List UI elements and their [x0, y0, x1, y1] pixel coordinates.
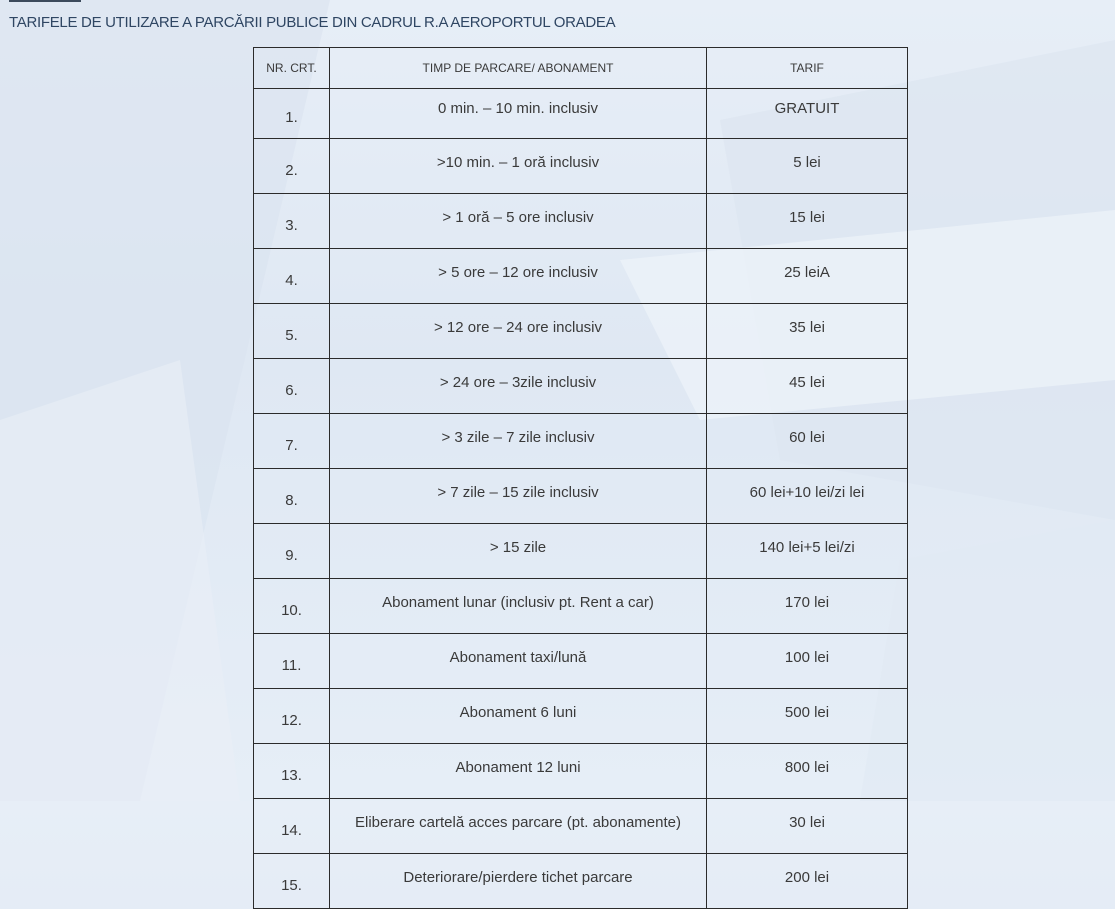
- cell-time: > 7 zile – 15 zile inclusiv: [330, 469, 707, 524]
- header-tarif: TARIF: [707, 48, 908, 89]
- cell-tarif: 25 leiA: [707, 249, 908, 304]
- table-row: [254, 304, 908, 359]
- cell-nr: 4.: [254, 249, 330, 304]
- table-row: [254, 634, 908, 689]
- cell-nr: 14.: [254, 799, 330, 854]
- table-row: [254, 359, 908, 414]
- cell-nr: 12.: [254, 689, 330, 744]
- table-row: [254, 139, 908, 194]
- page-title: TARIFELE DE UTILIZARE A PARCĂRII PUBLICE DIN CADRUL R.A AEROPORTUL ORADEA: [9, 14, 616, 31]
- table-row: [254, 194, 908, 249]
- table-row: [254, 524, 908, 579]
- cell-time: Deteriorare/pierdere tichet parcare: [330, 854, 707, 909]
- cell-nr: 6.: [254, 359, 330, 414]
- tariff-table: [253, 47, 908, 909]
- cell-time: Eliberare cartelă acces parcare (pt. abonamente): [330, 799, 707, 854]
- cell-time: > 1 oră – 5 ore inclusiv: [330, 194, 707, 249]
- cell-tarif: 170 lei: [707, 579, 908, 634]
- cell-time: > 24 ore – 3zile inclusiv: [330, 359, 707, 414]
- cell-time: Abonament 6 luni: [330, 689, 707, 744]
- cell-tarif: 140 lei+5 lei/zi: [707, 524, 908, 579]
- table-row: [254, 89, 908, 139]
- cell-tarif: 5 lei: [707, 139, 908, 194]
- table-row: [254, 469, 908, 524]
- cell-nr: 8.: [254, 469, 330, 524]
- cell-tarif: 45 lei: [707, 359, 908, 414]
- table-row: [254, 744, 908, 799]
- cell-nr: 10.: [254, 579, 330, 634]
- table-row: [254, 414, 908, 469]
- cell-tarif: 60 lei+10 lei/zi lei: [707, 469, 908, 524]
- cell-nr: 5.: [254, 304, 330, 359]
- table-row: [254, 689, 908, 744]
- cell-time: Abonament lunar (inclusiv pt. Rent a car): [330, 579, 707, 634]
- cell-nr: 15.: [254, 854, 330, 909]
- cell-nr: 13.: [254, 744, 330, 799]
- header-time: TIMP DE PARCARE/ ABONAMENT: [330, 48, 707, 89]
- table-header-row: [254, 48, 908, 89]
- cell-nr: 9.: [254, 524, 330, 579]
- cell-time: >10 min. – 1 oră inclusiv: [330, 139, 707, 194]
- cell-tarif: 500 lei: [707, 689, 908, 744]
- cell-time: 0 min. – 10 min. inclusiv: [330, 89, 707, 139]
- cell-time: > 3 zile – 7 zile inclusiv: [330, 414, 707, 469]
- cell-nr: 3.: [254, 194, 330, 249]
- cell-time: Abonament taxi/lună: [330, 634, 707, 689]
- cell-nr: 1.: [254, 89, 330, 139]
- table-row: [254, 854, 908, 909]
- cell-time: > 15 zile: [330, 524, 707, 579]
- cell-time: > 12 ore – 24 ore inclusiv: [330, 304, 707, 359]
- table-row: [254, 579, 908, 634]
- table-body: [254, 89, 908, 909]
- cell-nr: 2.: [254, 139, 330, 194]
- cell-tarif: 60 lei: [707, 414, 908, 469]
- table-row: [254, 249, 908, 304]
- header-nr: NR. CRT.: [254, 48, 330, 89]
- top-rule: [9, 0, 81, 2]
- cell-tarif: 100 lei: [707, 634, 908, 689]
- cell-nr: 7.: [254, 414, 330, 469]
- cell-tarif: GRATUIT: [707, 89, 908, 139]
- cell-tarif: 800 lei: [707, 744, 908, 799]
- cell-tarif: 200 lei: [707, 854, 908, 909]
- cell-time: Abonament 12 luni: [330, 744, 707, 799]
- cell-time: > 5 ore – 12 ore inclusiv: [330, 249, 707, 304]
- cell-tarif: 35 lei: [707, 304, 908, 359]
- cell-tarif: 15 lei: [707, 194, 908, 249]
- table-row: [254, 799, 908, 854]
- cell-tarif: 30 lei: [707, 799, 908, 854]
- cell-nr: 11.: [254, 634, 330, 689]
